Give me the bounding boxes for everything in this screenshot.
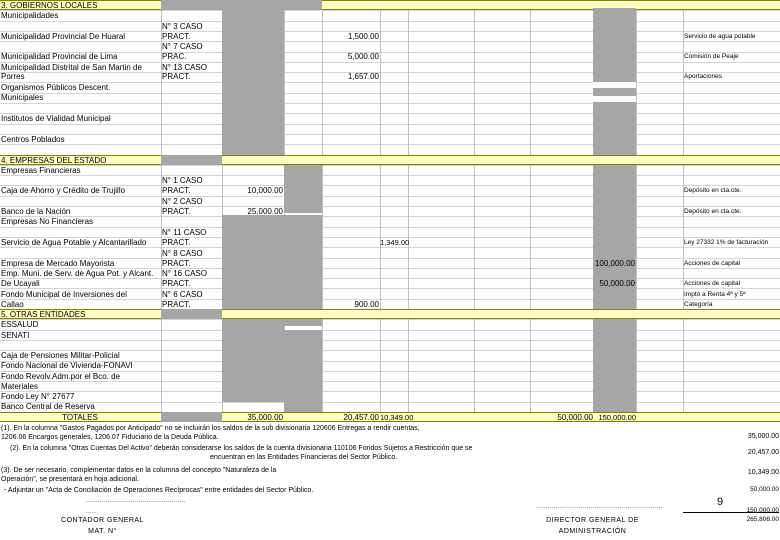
row-label: Municipales (1, 93, 44, 102)
row-rule (0, 93, 780, 94)
shaded-block (593, 319, 636, 412)
total-cell: 50,000.00 (557, 413, 593, 422)
note-amount: 20,457.00 (747, 449, 779, 456)
gap (593, 82, 636, 88)
ref-cell: N° 3 CASO (162, 22, 203, 31)
note-cell: Categoría (684, 301, 713, 308)
row-label: Municipalidad Distrital de San Martin de (1, 63, 142, 72)
amount-cell: 1,349.00 (380, 238, 410, 247)
note-amount: 10,349.00 (747, 469, 779, 476)
shaded-block (284, 330, 322, 412)
row-label: Fondo Revolv.Adm.por el Bco. de (1, 372, 121, 381)
row-rule (0, 113, 780, 114)
row-rule (0, 330, 780, 331)
note-amount: 50,000.00 (750, 486, 779, 493)
ref-cell: PRACT. (162, 300, 191, 309)
shaded-block (284, 319, 322, 326)
row-rule (0, 288, 780, 289)
note-cell: Comisión de Peaje (684, 53, 739, 60)
shaded-cell (161, 0, 222, 10)
gap (593, 96, 636, 102)
row-label: Callao (1, 300, 24, 309)
col-line (474, 0, 475, 422)
footnotes (0, 423, 780, 540)
signature-line: ................................................................. (536, 503, 663, 510)
note-line: (2). En la columna "Otras Cuentas Del Activo" deberán considerarse los saldos de la cuenta divisionaria 110106 Fondos Sujetos a Restricción que se (10, 445, 473, 452)
amount-cell: 5,000.00 (347, 52, 379, 61)
total-cell: 150,000.00 (598, 413, 636, 422)
ref-cell: N° 8 CASO (162, 249, 203, 258)
note-cell: Acciones de capital (684, 280, 741, 287)
row-label: Empresas Financieras (1, 166, 81, 175)
ref-cell: PRACT. (162, 279, 191, 288)
amount-cell: 100,000.00 (594, 259, 635, 268)
row-label: Municipalidad Provincial De Huaral (1, 32, 126, 41)
row-label: Empresa de Mercado Mayorista (1, 259, 115, 268)
shaded-cell (161, 155, 222, 165)
amount-cell: 1,500.00 (347, 32, 379, 41)
note-cell: Servicio de agua potable (684, 33, 756, 40)
ref-cell: PRACT. (162, 72, 191, 81)
row-label: Fondo Municipal de Inversiones del (1, 290, 127, 299)
note-amount: 265,806.00 (746, 516, 779, 523)
row-label: Porres (1, 72, 25, 81)
row-label: Municipalidades (1, 11, 59, 20)
row-label: Servicio de Agua Potable y Alcantarillado (1, 238, 147, 247)
shaded-cell (161, 309, 222, 319)
signatory-id: MAT. N° (88, 528, 117, 535)
row-rule (0, 227, 780, 228)
row-rule (0, 21, 780, 22)
row-label: Institutos de Vialidad Municipal (1, 114, 111, 123)
row-rule (0, 340, 780, 341)
ref-cell: N° 1 CASO (162, 176, 203, 185)
note-line: - Adjuntar un "Acta de Conciliación de Operaciones Recíprocas" entre entidades del Sector Público. (4, 487, 314, 494)
row-rule (0, 391, 780, 392)
section-title: 3. GOBIERNOS LOCALES (1, 1, 98, 10)
amount-cell: 10,000.00 (247, 186, 283, 195)
amount-cell: 1,657.00 (347, 72, 379, 81)
note-cell: Depósito en cta.cte. (684, 187, 742, 194)
total-cell: 35,000.00 (247, 413, 283, 422)
row-rule (0, 196, 780, 197)
ref-cell: PRACT. (162, 32, 191, 41)
note-line: (3). De ser necesario, complementar datos en la columna del concepto "Naturaleza de la (1, 467, 277, 474)
shaded-block (222, 215, 322, 309)
ref-cell: PRACT. (162, 207, 191, 216)
row-rule (0, 144, 780, 145)
row-rule (0, 206, 780, 207)
note-amount: 150,000.00 (746, 507, 779, 514)
note-line: 1206.06 Encargos generales, 1206.07 Fiduciario de la Deuda Pública. (1, 434, 219, 441)
ref-cell: PRACT. (162, 259, 191, 268)
col-line (322, 0, 323, 422)
col-line (380, 0, 381, 422)
row-label: Caja de Ahorro y Crédito de Trujillo (1, 186, 126, 195)
note-line: Operación", se presentará en hoja adicional. (1, 476, 139, 483)
shaded-block (284, 165, 322, 213)
ref-cell: N° 13 CASO (162, 63, 207, 72)
ref-cell: PRACT. (162, 186, 191, 195)
totals-label: TOTALES (62, 413, 98, 422)
row-rule (0, 175, 780, 176)
note-cell: Impto a Renta 4ª y 5ª (684, 291, 746, 298)
row-label: Fondo Nacional de Vivienda-FONAVI (1, 361, 133, 370)
row-rule (0, 124, 780, 125)
total-cell: 10,349.00 (380, 413, 414, 422)
shaded-cell (284, 0, 322, 10)
note-cell: Ley 27332 1% de facturación (684, 239, 769, 246)
col-line (408, 0, 409, 422)
signatory-title: DIRECTOR GENERAL DE (546, 517, 639, 524)
ref-cell: N° 6 CASO (162, 290, 203, 299)
ref-cell: N° 16 CASO (162, 269, 207, 278)
note-cell: Depósito en cta.cte. (684, 208, 742, 215)
shaded-cell (161, 412, 222, 422)
col-line (530, 0, 531, 422)
row-rule (0, 402, 780, 403)
row-label: Banco Central de Reserva (1, 402, 95, 411)
note-amount: 35,000.00 (747, 433, 779, 440)
row-rule (0, 258, 780, 259)
shaded-block (222, 319, 284, 402)
row-label: Banco de la Nación (1, 207, 71, 216)
signatory-title: CONTADOR GENERAL (61, 517, 144, 524)
row-label: Caja de Pensiones Militar-Policial (1, 351, 120, 360)
note-line: encuentran en las Entidades Financieras del Sector Público. (210, 454, 398, 461)
amount-cell: 900.00 (354, 300, 379, 309)
note-cell: Aportaciones (684, 73, 722, 80)
row-label: Fondo Ley N° 27677 (1, 392, 75, 401)
ref-cell: PRACT. (162, 238, 191, 247)
note-line: (1). En la columna "Gastos Pagados por Anticipado" no se incluirán los saldos de la sub divisionaria 120606 Entregas a rendir cuentas, (1, 425, 420, 432)
note-cell: Acciones de capital (684, 260, 741, 267)
row-label: De Ucayali (1, 279, 40, 288)
row-rule (0, 134, 780, 135)
row-label: ESSALUD (1, 320, 39, 329)
signatory-title: ADMINISTRACIÓN (558, 528, 627, 535)
ref-cell: N° 11 CASO (162, 228, 207, 237)
row-label: Centros Poblados (1, 135, 65, 144)
amount-cell: 50,000.00 (599, 279, 635, 288)
row-rule (0, 103, 780, 104)
total-cell: 20,457.00 (343, 413, 379, 422)
section-title: 5. OTRAS ENTIDADES (1, 310, 86, 319)
row-label: Municipalidad Provincial de Lima (1, 52, 118, 61)
amount-cell: 25,000.00 (247, 207, 283, 216)
col-line (636, 0, 637, 422)
ref-cell: PRAC. (162, 52, 187, 61)
row-rule (0, 82, 780, 83)
page-number: 9 (716, 496, 724, 508)
signature-line: ................................................... (86, 497, 186, 504)
shaded-block (222, 0, 284, 155)
row-label: Materiales (1, 382, 38, 391)
row-label: Organismos Públicos Descent. (1, 83, 111, 92)
signature-line: ..... (86, 508, 96, 515)
ref-cell: N° 7 CASO (162, 42, 203, 51)
row-label: Empresas No Financieras (1, 217, 94, 226)
row-label: Emp. Muni. de Serv. de Agua Pot. y Alcant. (1, 269, 154, 278)
section-title: 4. EMPRESAS DEL ESTADO (1, 156, 107, 165)
row-rule (0, 216, 780, 217)
row-label: SENATI (1, 331, 30, 340)
ref-cell: N° 2 CASO (162, 197, 203, 206)
